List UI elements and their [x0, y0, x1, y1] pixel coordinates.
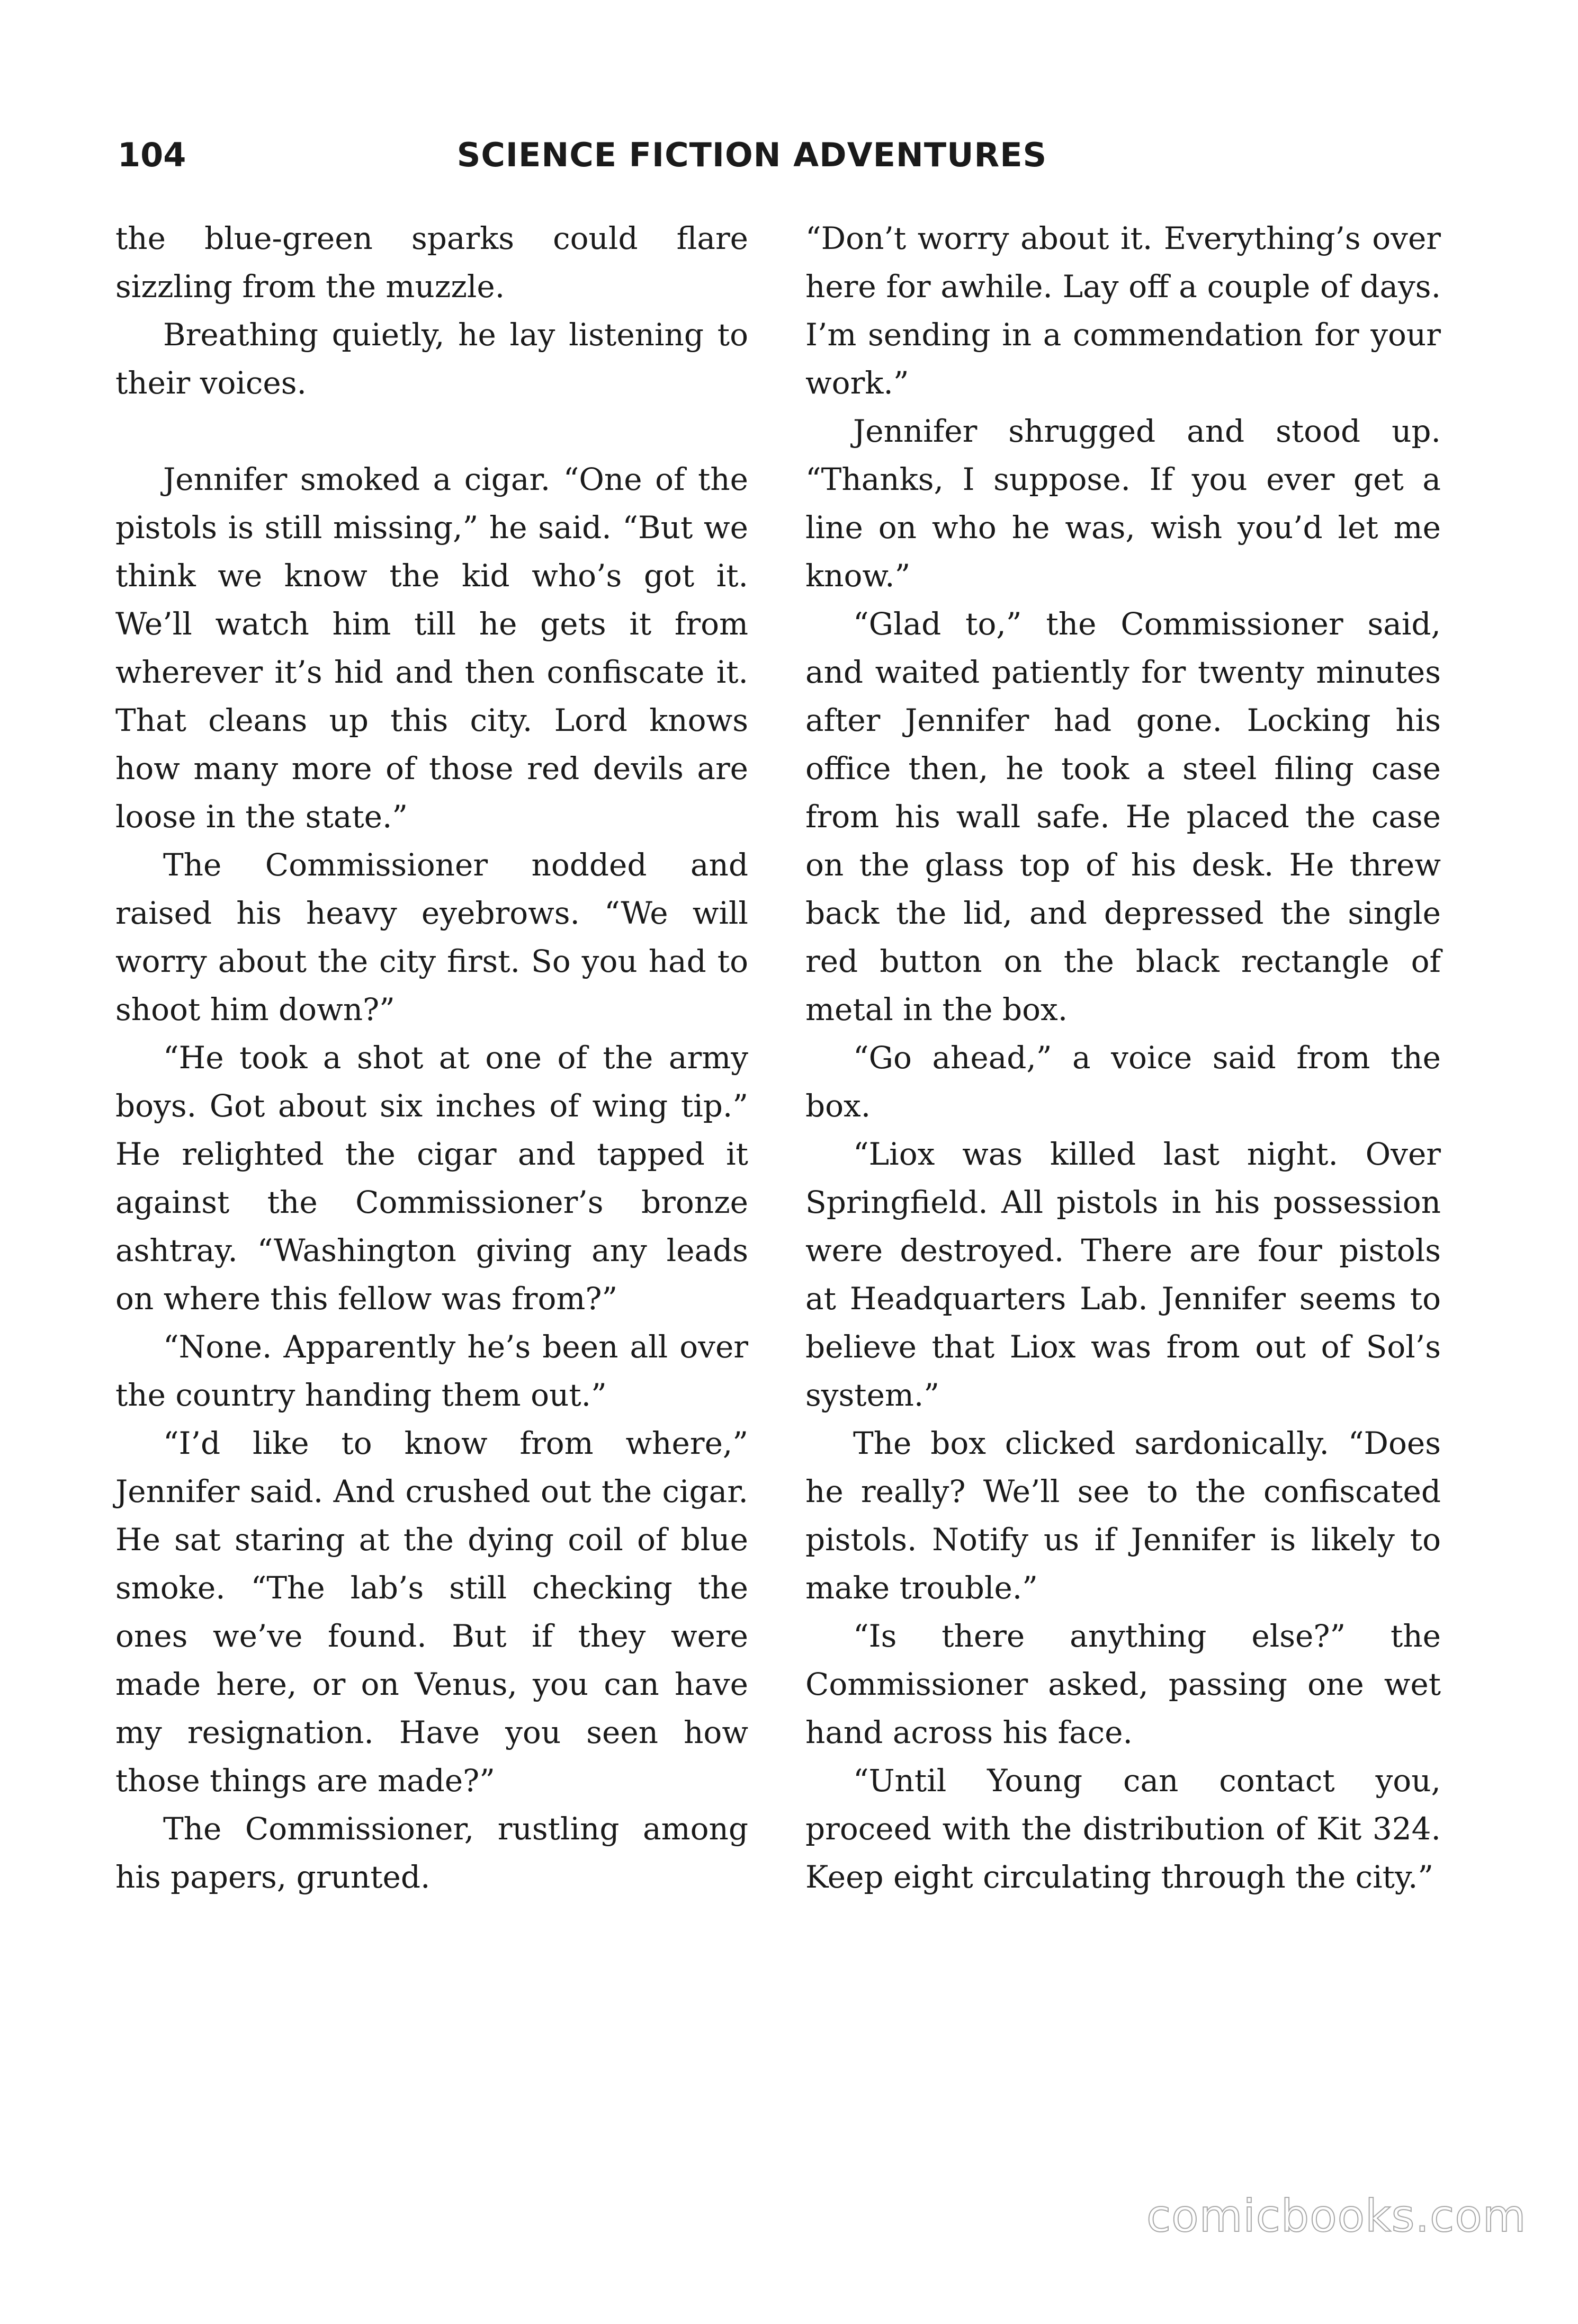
paragraph: The Commissioner, rustling among his papers, grunted. — [115, 1811, 748, 1895]
paragraph: “He took a shot at one of the army boys. Got about six inches of wing tip.” He relighted the cigar and tapped it against the Commissioner’s bronze ashtray. “Washington giving any leads on where this fellow was from?” — [115, 1040, 748, 1317]
paragraph: “Glad to,” the Commissioner said, and waited patiently for twenty minutes after Jennifer had gone. Locking his office then, he took a steel filing case from his wall safe. He placed the case on the glass top of his desk. He threw back the lid, and depressed the single red button on the black rectangle of metal in the box. — [805, 606, 1441, 1027]
paragraph: “Don’t worry about it. Everything’s over here for awhile. Lay off a couple of days. I’m sending in a commendation for your work.” — [805, 220, 1441, 401]
paragraph: “Go ahead,” a voice said from the box. — [805, 1040, 1441, 1124]
paragraph: “Is there anything else?” the Commissioner asked, passing one wet hand across his face. — [805, 1618, 1441, 1750]
paragraph: Jennifer smoked a cigar. “One of the pistols is still missing,” he said. “But we think we know the kid who’s got it. We’ll watch him till he gets it from wherever it’s hid and then confiscate it. That cleans up this city. Lord knows how many more of those red devils are loose in the state.” — [115, 461, 748, 835]
paragraph: Breathing quietly, he lay listening to their voices. — [115, 317, 748, 401]
running-title: SCIENCE FICTION ADVENTURES — [456, 136, 1047, 174]
page-number: 104 — [118, 136, 186, 174]
paragraph: the blue-green sparks could flare sizzling from the muzzle. — [115, 220, 748, 305]
paragraph: The box clicked sardonically. “Does he really? We’ll see to the confiscated pistols. Notify us if Jennifer is likely to make trouble.” — [805, 1425, 1441, 1606]
paragraph: The Commissioner nodded and raised his heavy eyebrows. “We will worry about the city first. So you had to shoot him down?” — [115, 847, 748, 1027]
paragraph: “Liox was killed last night. Over Springfield. All pistols in his possession were destroyed. There are four pistols at Headquarters Lab. Jennifer seems to believe that Liox was from out of Sol’s system.” — [805, 1136, 1441, 1413]
right-column — [805, 214, 1441, 1901]
paragraph: Jennifer shrugged and stood up. “Thanks, I suppose. If you ever get a line on who he was, wish you’d let me know.” — [805, 413, 1441, 594]
paragraph: “None. Apparently he’s been all over the country handing them out.” — [115, 1329, 748, 1413]
watermark: comicbooks.com — [1146, 2190, 1527, 2242]
paragraph: “I’d like to know from where,” Jennifer said. And crushed out the cigar. He sat staring at the dying coil of blue smoke. “The lab’s still checking the ones we’ve found. But if they were made here, or on Venus, you can have my resignation. Have you seen how those things are made?” — [115, 1425, 748, 1799]
left-column — [115, 214, 748, 1901]
paragraph: “Until Young can contact you, proceed with the distribution of Kit 324. Keep eight circulating through the city.” — [805, 1763, 1441, 1895]
